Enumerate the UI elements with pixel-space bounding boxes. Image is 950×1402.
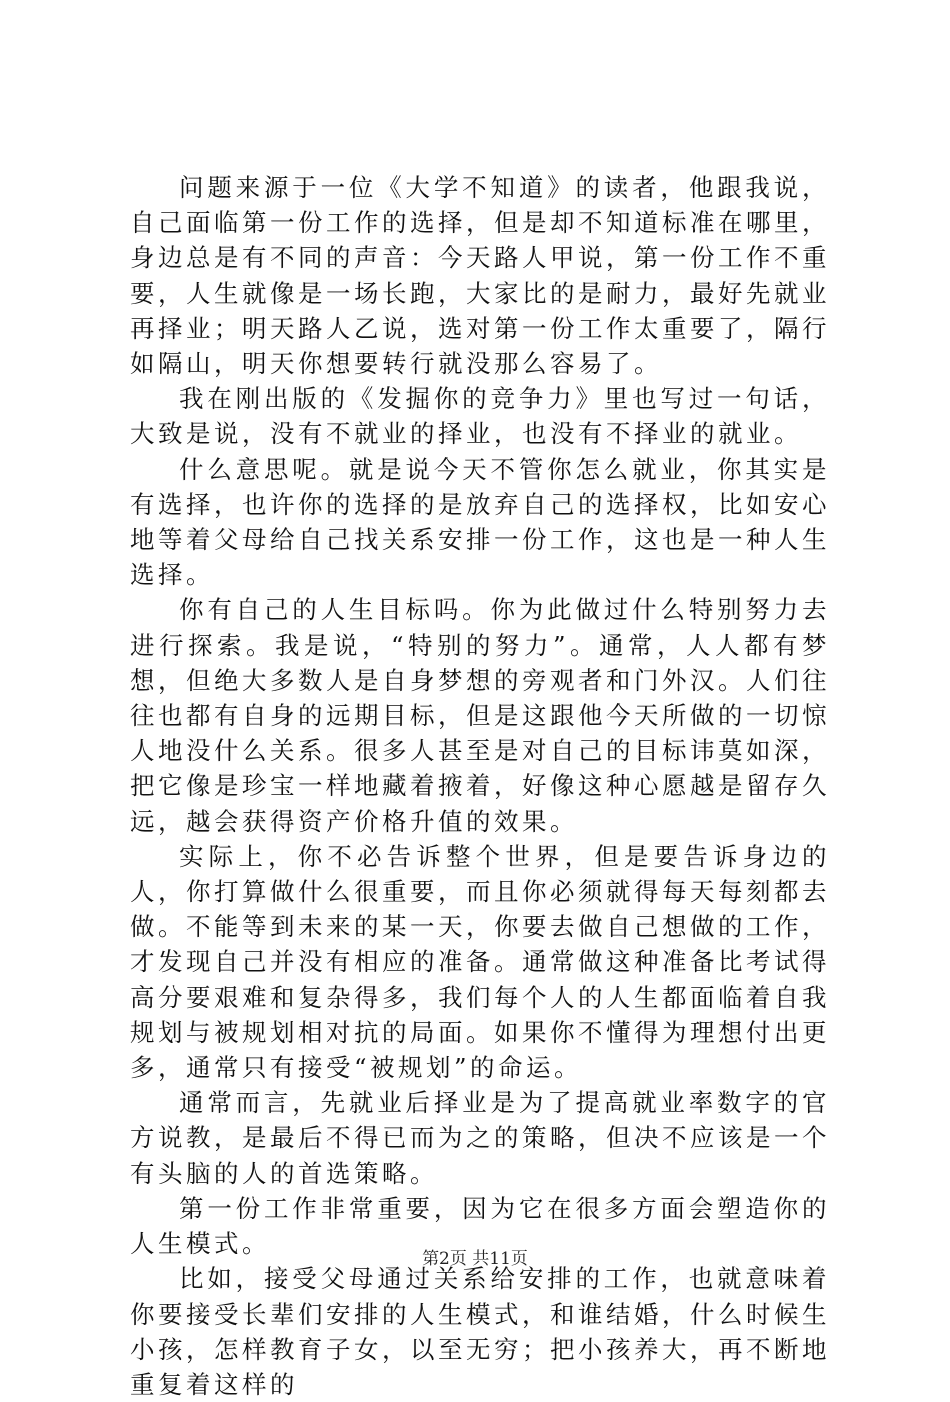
paragraph: 通常而言，先就业后择业是为了提高就业率数字的官方说教，是最后不得已而为之的策略，但决不应该是一个有头脑的人的首选策略。	[130, 1088, 830, 1188]
paragraph: 第一份工作非常重要，因为它在很多方面会塑造你的人生模式。	[130, 1193, 830, 1259]
paragraph: 什么意思呢。就是说今天不管你怎么就业，你其实是有选择，也许你的选择的是放弃自己的选择权，比如安心地等着父母给自己找关系安排一份工作，这也是一种人生选择。	[130, 454, 830, 590]
paragraph: 问题来源于一位《大学不知道》的读者，他跟我说，自己面临第一份工作的选择，但是却不知道标准在哪里，身边总是有不同的声音：今天路人甲说，第一份工作不重要，人生就像是一场长跑，大家比的是耐力，最好先就业再择业；明天路人乙说，选对第一份工作太重要了，隔行如隔山，明天你想要转行就没那么容易了。	[130, 173, 830, 379]
paragraph: 我在刚出版的《发掘你的竞争力》里也写过一句话，大致是说，没有不就业的择业，也没有不择业的就业。	[130, 384, 830, 449]
paragraph: 你有自己的人生目标吗。你为此做过什么特别努力去进行探索。我是说，“特别的努力”。通常，人人都有梦想，但绝大多数人是自身梦想的旁观者和门外汉。人们往往也都有自身的远期目标，但是这跟他今天所做的一切惊人地没什么关系。很多人甚至是对自己的目标讳莫如深，把它像是珍宝一样地藏着掖着，好像这种心愿越是留存久远，越会获得资产价格升值的效果。	[130, 595, 830, 836]
document-body	[130, 170, 830, 1402]
page-number-footer: 第2页 共11页	[422, 1249, 528, 1269]
paragraph: 比如，接受父母通过关系给安排的工作，也就意味着你要接受长辈们安排的人生模式，和谁结婚，什么时候生小孩，怎样教育子女，以至无穷；把小孩养大，再不断地重复着这样的	[130, 1264, 830, 1399]
paragraph: 实际上，你不必告诉整个世界，但是要告诉身边的人，你打算做什么很重要，而且你必须就得每天每刻都去做。不能等到未来的某一天，你要去做自己想做的工作，才发现自己并没有相应的准备。通常做这种准备比考试得高分要艰难和复杂得多，我们每个人的人生都面临着自我规划与被规划相对抗的局面。如果你不懂得为理想付出更多，通常只有接受“被规划”的命运。	[130, 841, 830, 1083]
